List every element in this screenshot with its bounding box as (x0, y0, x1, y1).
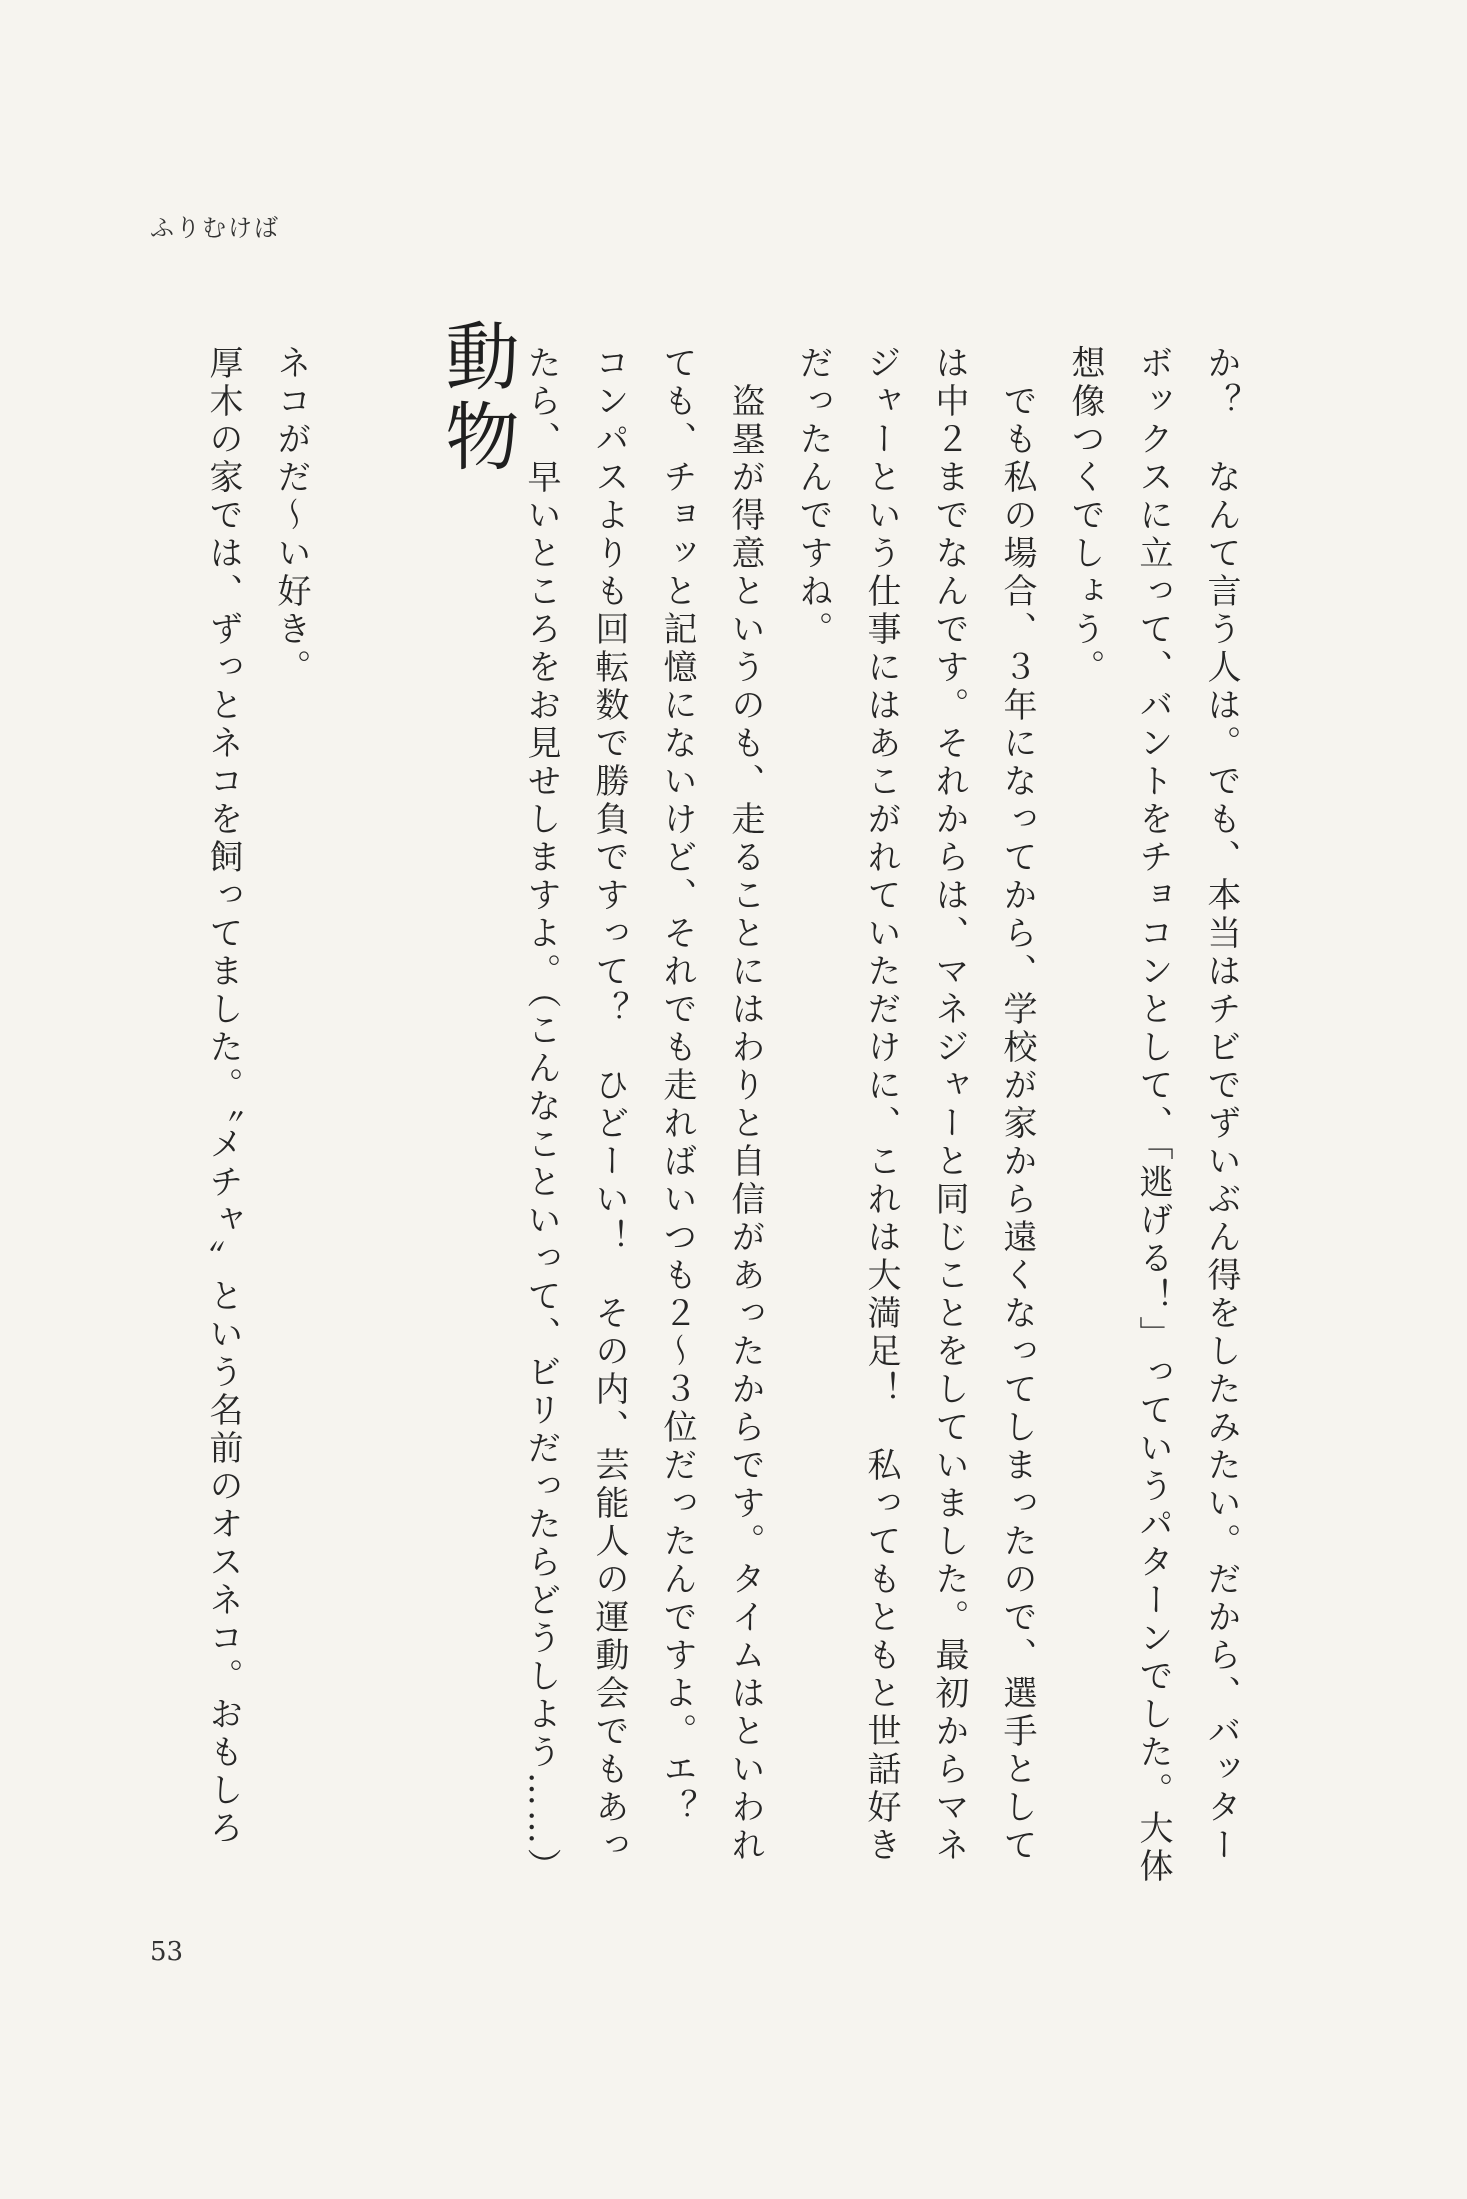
body-text-section: ネコがだ〜い好き。 厚木の家では、ずっとネコを飼ってました。〝メチャ〟という名前のオスネコ。おもしろ (203, 345, 311, 1848)
page-number: 53 (150, 1937, 184, 1967)
section-title: 動物 (433, 318, 520, 478)
running-head: ふりむけば (150, 214, 280, 242)
body-text-main: か？ なんて言う人は。でも、本当はチビでずいぶん得をしたみたい。だから、バッター ボックスに立って、バントをチョコンとして、「逃げる！」っていうパターンでした。大体 想像つくでしょう。 でも私の場合、３年になってから、学校が家から遠くなってしまったので、選手として は中２までなんです。それからは、マネジャーと同じことをしていました。最初からマネ ジャーという仕事にはあこがれていただけに、これは大満足！ 私ってもともと世話好き だったんですね。 盗塁が得意というのも、走ることにはわりと自信があったからです。タイムはといわれ ても、チョッと記憶にないけど、それでも走ればいつも２〜３位だったんですよ。エ？ コンパスよりも回転数で勝負ですって？ ひどーい！ その内、芸能人の運動会でもあっ たら、早いところをお見せしますよ。（こんなこといって、ビリだったらどうしよう……） (521, 345, 1241, 1886)
